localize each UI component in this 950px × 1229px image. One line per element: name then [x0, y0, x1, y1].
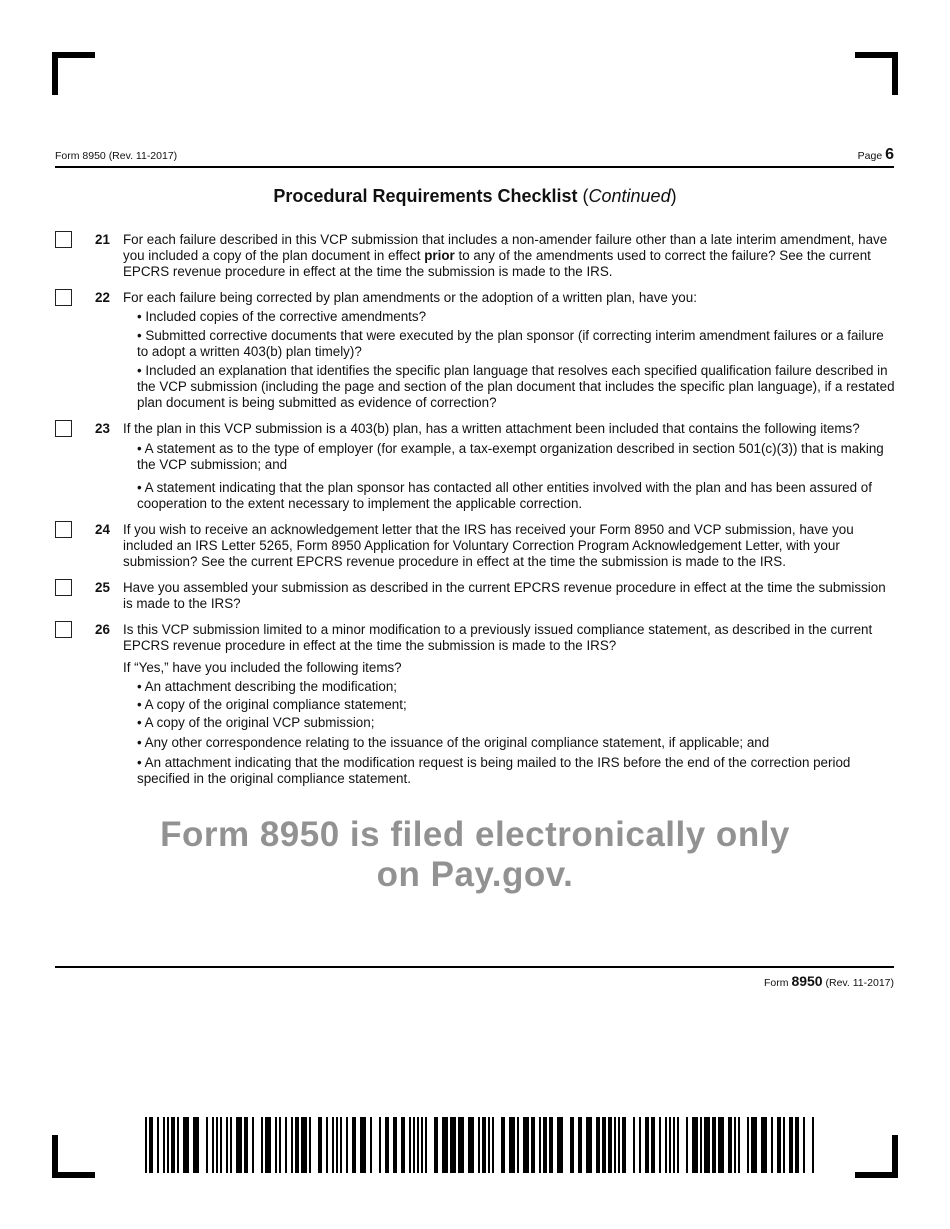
title-paren: ) — [670, 186, 677, 206]
barcode-bar — [236, 1117, 242, 1173]
item-body — [123, 421, 895, 512]
barcode-bar — [803, 1117, 805, 1173]
bullet: • Any other correspondence relating to the issuance of the original compliance statement, if applicable; and — [137, 735, 770, 750]
barcode-bar — [346, 1117, 348, 1173]
text-part: For each failure described in this VCP submission that includes a non-amender failure other than a late interim amendment, have you included a copy of the plan document in effect — [123, 232, 888, 263]
checkbox-21[interactable] — [55, 231, 72, 248]
barcode-bar — [488, 1117, 490, 1173]
barcode-bar — [409, 1117, 411, 1173]
title-suffix: Continued — [588, 186, 671, 206]
barcode-bar — [570, 1117, 574, 1173]
footer-rule — [55, 966, 894, 968]
barcode-bar — [738, 1117, 740, 1173]
barcode-bar — [531, 1117, 535, 1173]
barcode-bar — [332, 1117, 334, 1173]
barcode-bar — [417, 1117, 419, 1173]
barcode-bar — [434, 1117, 438, 1173]
barcode-bar — [523, 1117, 529, 1173]
barcode-bar — [669, 1117, 671, 1173]
item-text: If the plan in this VCP submission is a 403(b) plan, has a written attachment been included that contains the following items? — [123, 421, 860, 436]
barcode-bar — [539, 1117, 541, 1173]
barcode-bar — [700, 1117, 702, 1173]
barcode-bar — [157, 1117, 159, 1173]
barcode-bar — [602, 1117, 606, 1173]
item-number: 22 — [95, 290, 110, 305]
checklist-item-22 — [0, 290, 950, 411]
item-number: 24 — [95, 522, 110, 537]
barcode-bar — [517, 1117, 519, 1173]
barcode-bar — [360, 1117, 366, 1173]
barcode-bar — [492, 1117, 494, 1173]
form-footer — [764, 973, 894, 989]
barcode — [145, 1117, 815, 1173]
barcode-bar — [370, 1117, 372, 1173]
title-main: Procedural Requirements Checklist — [273, 186, 578, 206]
barcode-bar — [216, 1117, 218, 1173]
barcode-bar — [543, 1117, 547, 1173]
item-text: Have you assembled your submission as described in the current EPCRS revenue procedure in effect at the time the submission is made to the IRS? — [123, 580, 886, 611]
page-number-value: 6 — [885, 146, 894, 163]
bullet: • A copy of the original compliance statement; — [137, 697, 407, 712]
barcode-bar — [645, 1117, 649, 1173]
barcode-bar — [734, 1117, 736, 1173]
bullet: • A statement indicating that the plan sponsor has contacted all other entities involved with the plan and has been assured of cooperation to the extent necessary to implement the applicable correction. — [137, 480, 872, 511]
barcode-bar — [557, 1117, 563, 1173]
text-bold: prior — [424, 248, 455, 263]
barcode-bar — [425, 1117, 427, 1173]
barcode-bar — [145, 1117, 147, 1173]
barcode-bar — [285, 1117, 287, 1173]
barcode-bar — [482, 1117, 486, 1173]
barcode-bar — [509, 1117, 515, 1173]
barcode-bar — [421, 1117, 423, 1173]
barcode-bar — [393, 1117, 397, 1173]
bullet: • An attachment describing the modification; — [137, 679, 397, 694]
barcode-bar — [301, 1117, 307, 1173]
barcode-bar — [275, 1117, 277, 1173]
checkbox-24[interactable] — [55, 521, 72, 538]
barcode-bar — [450, 1117, 456, 1173]
barcode-bar — [206, 1117, 208, 1173]
barcode-bar — [789, 1117, 793, 1173]
barcode-bar — [413, 1117, 415, 1173]
barcode-bar — [458, 1117, 464, 1173]
barcode-bar — [244, 1117, 248, 1173]
barcode-bar — [795, 1117, 799, 1173]
barcode-bar — [608, 1117, 612, 1173]
item-number: 21 — [95, 232, 110, 247]
bullet: • Included copies of the corrective amendments? — [137, 309, 427, 324]
barcode-bar — [252, 1117, 254, 1173]
bullet: • Included an explanation that identifies the specific plan language that resolves each specified qualification failure described in the VCP submission (including the page and section of the plan document that includes the specific plan language), if a restated plan document is being submitted as evidence of correction? — [137, 363, 895, 410]
barcode-bar — [673, 1117, 675, 1173]
barcode-bar — [336, 1117, 338, 1173]
barcode-bar — [291, 1117, 293, 1173]
barcode-bar — [149, 1117, 153, 1173]
checklist-item-26 — [0, 622, 950, 787]
barcode-bar — [596, 1117, 600, 1173]
barcode-bar — [578, 1117, 582, 1173]
barcode-bar — [665, 1117, 667, 1173]
form-revision-header: Form 8950 (Rev. 11-2017) — [55, 150, 178, 162]
barcode-bar — [183, 1117, 189, 1173]
barcode-bar — [761, 1117, 767, 1173]
item-number: 26 — [95, 622, 110, 637]
footer-revision: (Rev. 11-2017) — [825, 977, 894, 989]
barcode-bar — [326, 1117, 328, 1173]
followup-question: If “Yes,” have you included the following items? — [123, 660, 402, 675]
registration-mark-top-right — [855, 52, 898, 95]
barcode-bar — [401, 1117, 405, 1173]
page-number — [858, 146, 894, 164]
barcode-bar — [212, 1117, 214, 1173]
barcode-bar — [177, 1117, 179, 1173]
barcode-bar — [712, 1117, 716, 1173]
registration-mark-top-left — [52, 52, 95, 95]
checklist — [0, 232, 950, 797]
barcode-bar — [549, 1117, 553, 1173]
header-rule — [55, 166, 894, 168]
barcode-bar — [193, 1117, 199, 1173]
barcode-bar — [586, 1117, 592, 1173]
barcode-bar — [295, 1117, 299, 1173]
barcode-bar — [728, 1117, 732, 1173]
barcode-bar — [747, 1117, 749, 1173]
checkbox-25[interactable] — [55, 579, 72, 596]
text-part: to any of the amendments used to correct the failure? See the current EPCRS revenue procedure in effect at the time the submission is made to the IRS. — [123, 248, 871, 279]
barcode-bar — [771, 1117, 773, 1173]
bullet: • A statement as to the type of employer (for example, a tax-exempt organization described in section 501(c)(3)) that is making the VCP submission; and — [137, 441, 884, 472]
barcode-bar — [163, 1117, 165, 1173]
barcode-bar — [309, 1117, 311, 1173]
barcode-bar — [618, 1117, 620, 1173]
barcode-bar — [279, 1117, 281, 1173]
barcode-bar — [340, 1117, 342, 1173]
checklist-item-23 — [0, 421, 950, 512]
barcode-bar — [659, 1117, 661, 1173]
registration-mark-bottom-left — [52, 1135, 95, 1178]
barcode-bar — [171, 1117, 175, 1173]
item-text — [123, 232, 895, 280]
bullet: • An attachment indicating that the modification request is being mailed to the IRS before the end of the correction period specified in the original compliance statement. — [137, 755, 851, 786]
footer-form-number: 8950 — [791, 973, 823, 989]
checklist-item-21 — [0, 232, 950, 280]
checklist-item-24 — [0, 522, 950, 570]
barcode-bar — [385, 1117, 389, 1173]
barcode-bar — [442, 1117, 448, 1173]
item-text: For each failure being corrected by plan amendments or the adoption of a written plan, have you: — [123, 290, 697, 305]
item-body — [123, 290, 895, 411]
item-body — [123, 622, 895, 787]
bullet: • Submitted corrective documents that were executed by the plan sponsor (if correcting interim amendment failures or a failure to adopt a written 403(b) plan timely)? — [137, 328, 884, 359]
barcode-bar — [352, 1117, 356, 1173]
barcode-bar — [777, 1117, 781, 1173]
barcode-bar — [812, 1117, 814, 1173]
title-paren: ( — [577, 186, 589, 206]
barcode-bar — [751, 1117, 757, 1173]
barcode-bar — [379, 1117, 381, 1173]
barcode-bar — [226, 1117, 228, 1173]
barcode-bar — [230, 1117, 232, 1173]
item-text: Is this VCP submission limited to a minor modification to a previously issued compliance statement, as described in the current EPCRS revenue procedure in effect at the time the submission is made to the IRS? — [123, 622, 873, 653]
checklist-item-25 — [0, 580, 950, 612]
footer-form-label: Form — [764, 977, 789, 989]
page-label: Page — [857, 150, 883, 162]
barcode-bar — [704, 1117, 710, 1173]
checkbox-22[interactable] — [55, 289, 72, 306]
barcode-bar — [318, 1117, 322, 1173]
barcode-bar — [265, 1117, 271, 1173]
barcode-bar — [677, 1117, 679, 1173]
barcode-bar — [261, 1117, 263, 1173]
checkbox-23[interactable] — [55, 420, 72, 437]
page-title — [0, 186, 950, 207]
item-number: 25 — [95, 580, 110, 595]
registration-mark-bottom-right — [855, 1135, 898, 1178]
checkbox-26[interactable] — [55, 621, 72, 638]
barcode-bar — [651, 1117, 655, 1173]
bullet: • A copy of the original VCP submission; — [137, 715, 375, 730]
barcode-bar — [220, 1117, 222, 1173]
barcode-bar — [718, 1117, 724, 1173]
watermark: Form 8950 is filed electronically only on Pay.gov. — [160, 815, 790, 894]
barcode-bar — [468, 1117, 474, 1173]
barcode-bar — [633, 1117, 635, 1173]
barcode-bar — [167, 1117, 169, 1173]
barcode-bar — [614, 1117, 616, 1173]
barcode-bar — [692, 1117, 698, 1173]
barcode-bar — [622, 1117, 626, 1173]
barcode-bar — [478, 1117, 480, 1173]
barcode-bar — [783, 1117, 785, 1173]
item-text: If you wish to receive an acknowledgement letter that the IRS has received your Form 8950 and VCP submission, have you included an IRS Letter 5265, Form 8950 Application for Voluntary Correction Program Acknowledgement Letter, with your submission? See the current EPCRS revenue procedure in effect at the time the submission is made to the IRS. — [123, 522, 854, 569]
barcode-bar — [501, 1117, 505, 1173]
barcode-bar — [686, 1117, 688, 1173]
item-number: 23 — [95, 421, 110, 436]
barcode-bar — [639, 1117, 641, 1173]
